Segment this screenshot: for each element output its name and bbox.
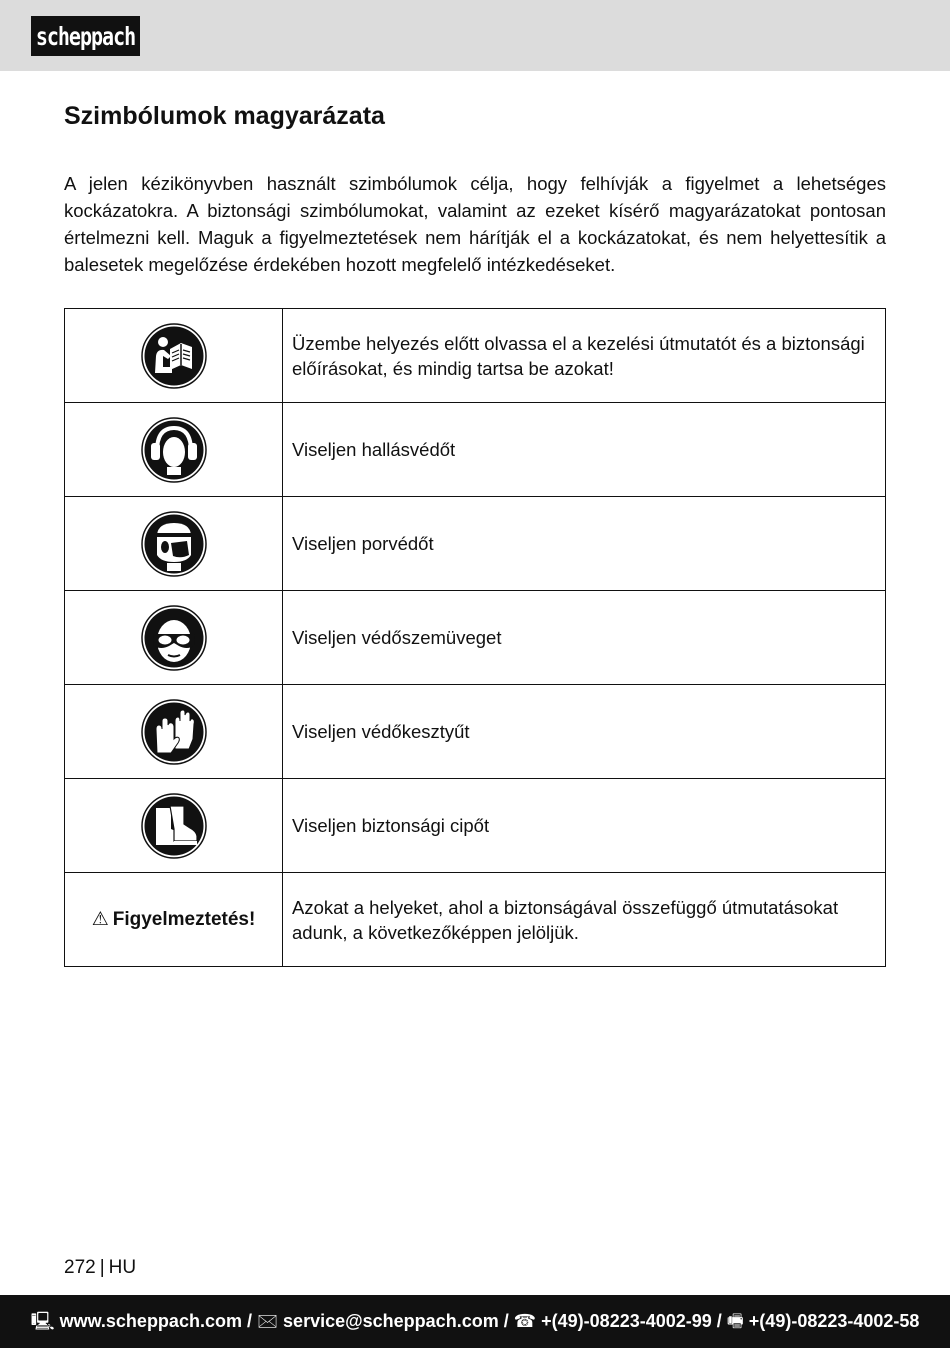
symbol-description: Viseljen porvédőt: [283, 497, 886, 591]
symbol-row-read-manual: [65, 309, 886, 403]
symbol-row-protective-gloves: [65, 685, 886, 779]
symbol-description: Viseljen biztonsági cipőt: [283, 779, 886, 873]
symbol-row-safety-goggles: [65, 591, 886, 685]
symbol-description: Viseljen hallásvédőt: [283, 403, 886, 497]
symbol-description: Viseljen védőszemüveget: [283, 591, 886, 685]
footer-bar: [0, 1295, 950, 1348]
warning-description: Azokat a helyeket, ahol a biztonságával összefüggő útmutatásokat adunk, a következőképpen jelöljük.: [283, 873, 886, 967]
warning-triangle-icon: ⚠: [91, 909, 109, 930]
email-link[interactable]: service@scheppach.com /: [283, 1311, 509, 1331]
fax-icon: 🖷: [726, 1311, 744, 1331]
page-title: Szimbólumok magyarázata: [64, 102, 385, 130]
symbol-description: Üzembe helyezés előtt olvassa el a kezelési útmutatót és a biztonsági előírásokat, és mindig tartsa be azokat!: [283, 309, 886, 403]
symbol-row-dust-mask: [65, 497, 886, 591]
website-link[interactable]: www.scheppach.com /: [59, 1311, 252, 1331]
scheppach-logo: scheppach: [31, 16, 140, 56]
symbol-row-safety-shoes: [65, 779, 886, 873]
symbols-table: [64, 308, 886, 967]
phone-number: +(49)-08223-4002-99 /: [541, 1311, 722, 1331]
protective-gloves-icon: [141, 699, 207, 765]
read-manual-icon: [141, 323, 207, 389]
header-bar: [0, 0, 950, 71]
page-number: 272 | HU: [64, 1257, 137, 1278]
safety-shoes-icon: [141, 793, 207, 859]
computer-icon: 🖳: [30, 1311, 55, 1331]
symbol-row-ear-protection: [65, 403, 886, 497]
symbol-row-warning: [65, 873, 886, 967]
symbol-description: Viseljen védőkesztyűt: [283, 685, 886, 779]
ear-protection-icon: [141, 417, 207, 483]
email-icon: 🖂: [256, 1311, 279, 1331]
safety-goggles-icon: [141, 605, 207, 671]
fax-number: +(49)-08223-4002-58: [748, 1311, 920, 1331]
warning-label: ⚠ Figyelmeztetés!: [91, 909, 256, 930]
intro-paragraph: A jelen kézikönyvben használt szimbólumok célja, hogy felhívják a figyelmet a lehetséges kockázatokra. A biztonsági szimbólumokat, valamint az ezeket kísérő magyarázatokat pontosan értelmezni kell. Maguk a figyelmeztetések nem hárítják el a kockázatokat, és nem helyettesítik a balesetek megelőzése érdekében hozott megfelelő intézkedéseket.: [64, 173, 886, 275]
dust-mask-icon: [141, 511, 207, 577]
phone-icon: ☎: [513, 1311, 537, 1331]
